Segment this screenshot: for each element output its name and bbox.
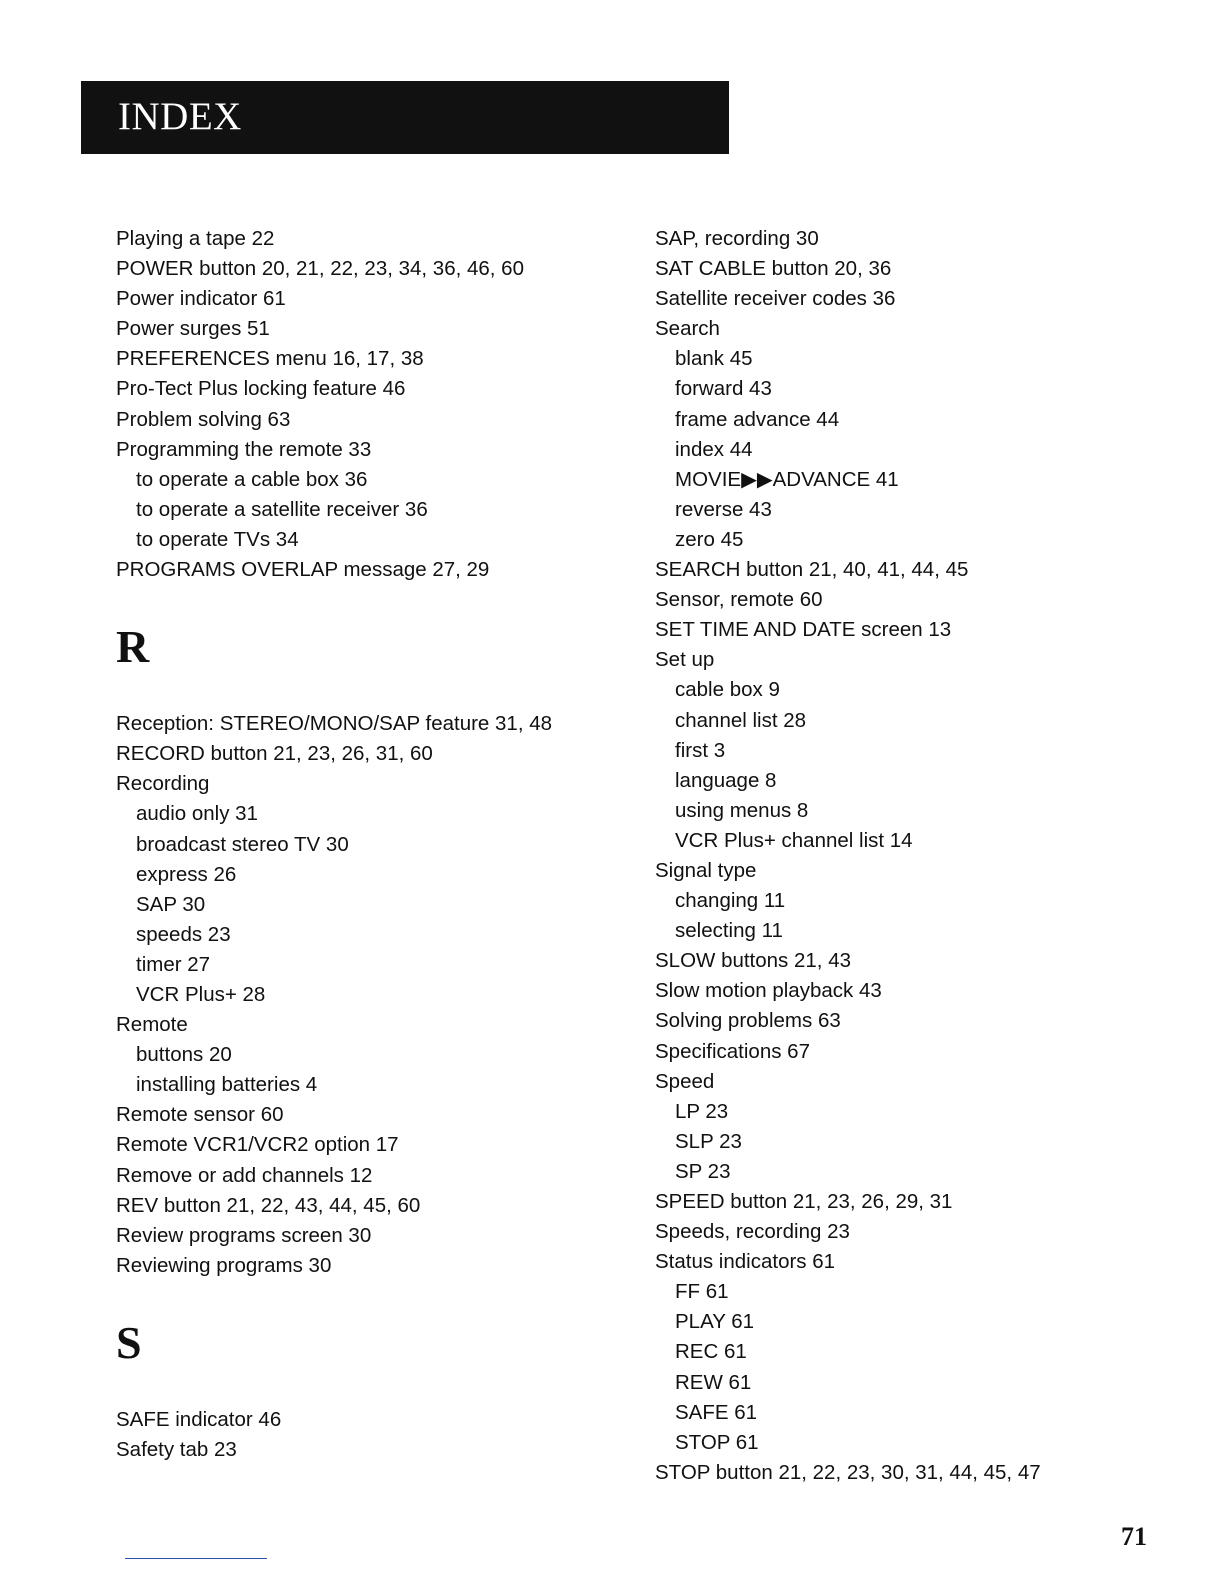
index-entry: PROGRAMS OVERLAP message 27, 29 bbox=[116, 558, 490, 582]
index-entry: Satellite receiver codes 36 bbox=[655, 287, 896, 311]
index-entry: Slow motion playback 43 bbox=[655, 979, 882, 1003]
index-subentry: REW 61 bbox=[675, 1370, 752, 1394]
index-entry: SLOW buttons 21, 43 bbox=[655, 949, 852, 973]
index-entry: Sensor, remote 60 bbox=[655, 588, 823, 612]
index-subentry: express 26 bbox=[136, 862, 237, 886]
index-entry: Solving problems 63 bbox=[655, 1009, 841, 1033]
index-entry: SAP, recording 30 bbox=[655, 227, 819, 250]
index-subentry: speeds 23 bbox=[136, 922, 231, 946]
page-title: INDEX bbox=[118, 95, 242, 138]
index-column-right bbox=[655, 224, 1175, 1488]
index-entry: SAFE indicator 46 bbox=[116, 1407, 282, 1431]
index-subentry: SAFE 61 bbox=[675, 1400, 758, 1424]
index-subentry: language 8 bbox=[675, 768, 777, 792]
index-entry: SAT CABLE button 20, 36 bbox=[655, 257, 892, 281]
index-entry: Speed bbox=[655, 1069, 715, 1093]
index-entry: Speeds, recording 23 bbox=[655, 1220, 850, 1244]
index-entry: PREFERENCES menu 16, 17, 38 bbox=[116, 347, 424, 371]
index-subentry: first 3 bbox=[675, 738, 726, 762]
index-subentry: blank 45 bbox=[675, 347, 753, 371]
index-subentry: index 44 bbox=[675, 437, 753, 461]
index-subentry: SLP 23 bbox=[675, 1129, 742, 1153]
index-entry: SET TIME AND DATE screen 13 bbox=[655, 618, 952, 642]
index-subentry: VCR Plus+ 28 bbox=[136, 982, 266, 1006]
index-subentry: to operate a cable box 36 bbox=[136, 467, 368, 491]
section-letter: S bbox=[116, 1316, 142, 1368]
index-subentry: STOP 61 bbox=[675, 1430, 759, 1454]
footer-rule bbox=[125, 1558, 267, 1559]
index-subentry: to operate a satellite receiver 36 bbox=[136, 497, 428, 521]
index-subentry: using menus 8 bbox=[675, 798, 809, 822]
index-entry: Remote bbox=[116, 1013, 188, 1037]
index-entry: Reception: STEREO/MONO/SAP feature 31, 48 bbox=[116, 712, 553, 736]
index-subentry: audio only 31 bbox=[136, 802, 258, 826]
index-subentry: LP 23 bbox=[675, 1099, 729, 1123]
index-entry: SPEED button 21, 23, 26, 29, 31 bbox=[655, 1190, 953, 1213]
index-entry: Search bbox=[655, 317, 720, 341]
index-entry: Pro-Tect Plus locking feature 46 bbox=[116, 377, 406, 401]
index-subentry: zero 45 bbox=[675, 527, 744, 551]
index-entry: Remote sensor 60 bbox=[116, 1103, 284, 1127]
index-subentry: forward 43 bbox=[675, 377, 772, 401]
index-subentry: timer 27 bbox=[136, 952, 211, 976]
index-subentry: MOVIE▶▶ADVANCE 41 bbox=[675, 467, 899, 491]
index-entry: Programming the remote 33 bbox=[116, 437, 372, 461]
index-subentry: selecting 11 bbox=[675, 919, 783, 943]
index-subentry: installing batteries 4 bbox=[136, 1073, 318, 1097]
index-subentry: reverse 43 bbox=[675, 497, 772, 521]
index-subentry: VCR Plus+ channel list 14 bbox=[675, 828, 913, 852]
index-entry: REV button 21, 22, 43, 44, 45, 60 bbox=[116, 1193, 421, 1217]
index-subentry: changing 11 bbox=[675, 889, 786, 913]
index-entry: Remove or add channels 12 bbox=[116, 1163, 373, 1187]
index-entry: Set up bbox=[655, 648, 715, 672]
index-subentry: frame advance 44 bbox=[675, 407, 840, 431]
index-entry: Safety tab 23 bbox=[116, 1438, 237, 1461]
index-entry: STOP button 21, 22, 23, 30, 31, 44, 45, 47 bbox=[655, 1460, 1041, 1484]
index-subentry: channel list 28 bbox=[675, 708, 807, 732]
index-entry: Power surges 51 bbox=[116, 317, 270, 341]
index-subentry: to operate TVs 34 bbox=[136, 527, 299, 551]
index-entry: Problem solving 63 bbox=[116, 407, 291, 431]
index-subentry: SAP 30 bbox=[136, 892, 206, 916]
index-subentry: REC 61 bbox=[675, 1340, 747, 1364]
index-subentry: broadcast stereo TV 30 bbox=[136, 832, 349, 856]
index-entry: POWER button 20, 21, 22, 23, 34, 36, 46, 60 bbox=[116, 257, 524, 281]
index-entry: Power indicator 61 bbox=[116, 287, 286, 311]
section-letter: R bbox=[116, 621, 150, 673]
index-subentry: PLAY 61 bbox=[675, 1310, 755, 1334]
index-entry: Remote VCR1/VCR2 option 17 bbox=[116, 1133, 399, 1157]
index-entry: Recording bbox=[116, 772, 210, 796]
index-entry: Playing a tape 22 bbox=[116, 227, 275, 250]
index-entry: SEARCH button 21, 40, 41, 44, 45 bbox=[655, 558, 969, 582]
index-entry: Status indicators 61 bbox=[655, 1250, 836, 1274]
index-entry: RECORD button 21, 23, 26, 31, 60 bbox=[116, 742, 433, 766]
index-entry: Reviewing programs 30 bbox=[116, 1253, 332, 1277]
index-subentry: buttons 20 bbox=[136, 1043, 232, 1067]
index-entry: Specifications 67 bbox=[655, 1039, 810, 1063]
index-column-left bbox=[116, 224, 616, 1465]
index-entry: Signal type bbox=[655, 858, 757, 882]
index-entry: Review programs screen 30 bbox=[116, 1223, 372, 1247]
index-subentry: cable box 9 bbox=[675, 678, 780, 702]
index-subentry: SP 23 bbox=[675, 1159, 731, 1183]
index-subentry: FF 61 bbox=[675, 1280, 729, 1304]
page-number: 71 bbox=[1121, 1522, 1147, 1551]
